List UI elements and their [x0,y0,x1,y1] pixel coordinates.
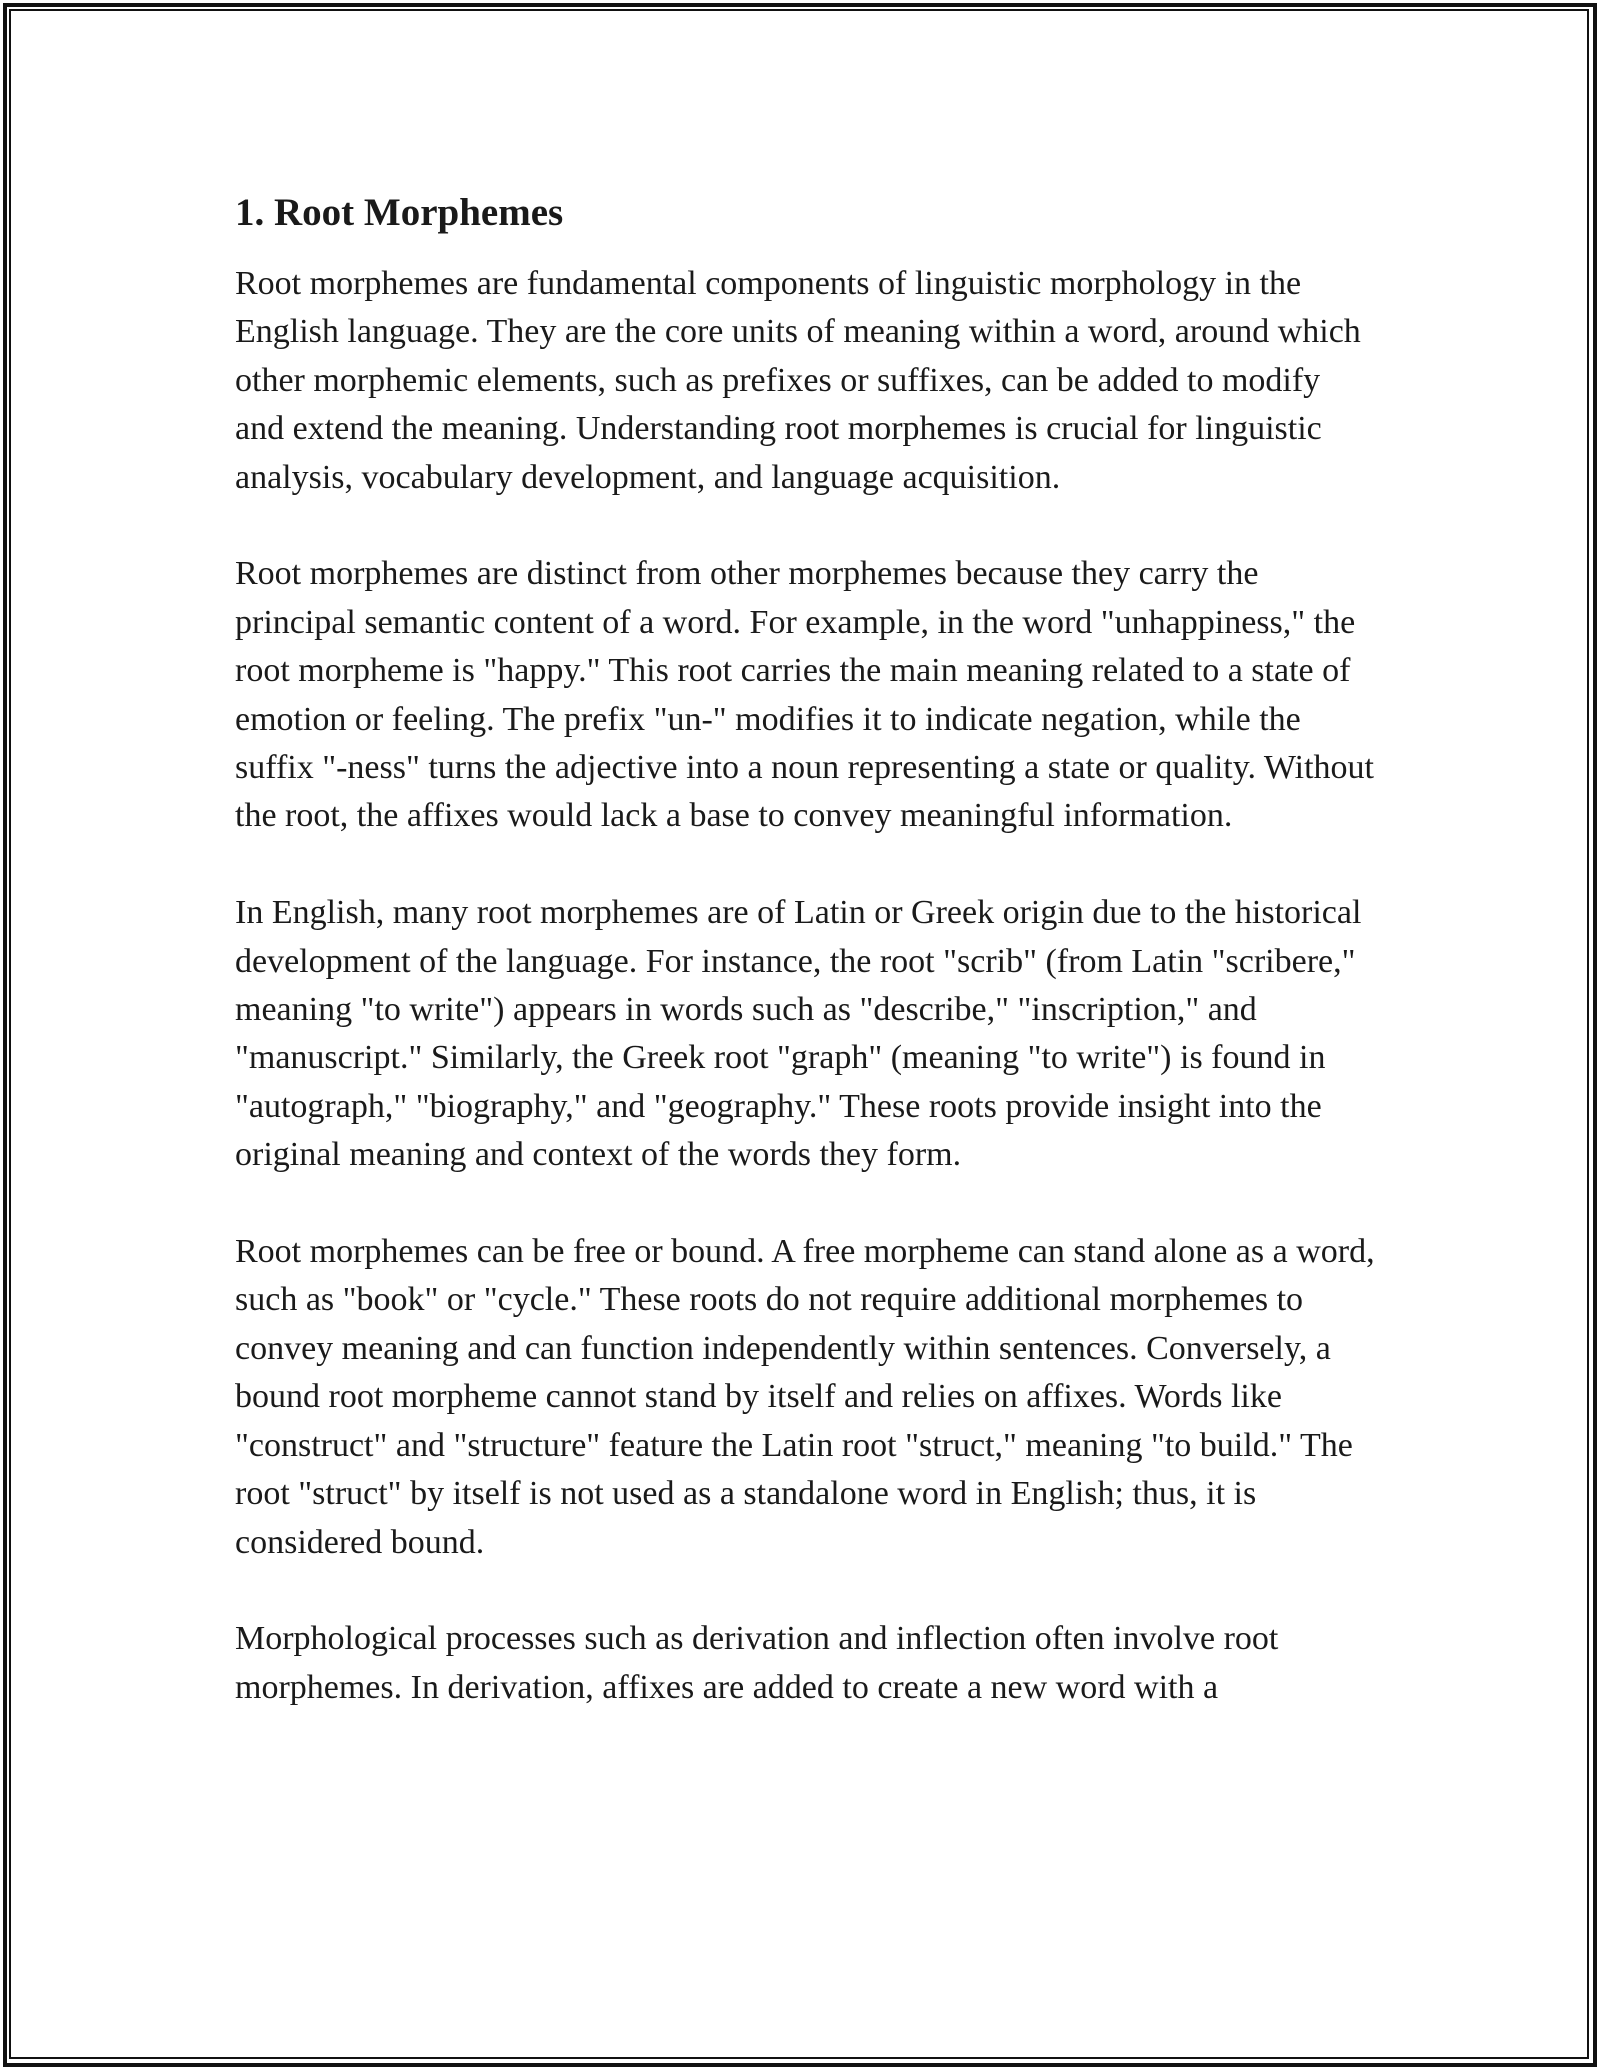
paragraph-1: Root morphemes are fundamental components of linguistic morphology in the English language. They are the core units of meaning within a word, around which other morphemic elements, such as prefixes or suffixes, can be added to modify and extend the meaning. Understanding root morphemes is crucial for linguistic analysis, vocabulary development, and language acquisition. [235,265,1361,496]
paragraph-3: In English, many root morphemes are of Latin or Greek origin due to the historical development of the language. For instance, the root "scrib" (from Latin "scribere," meaning "to write") appears in words such as "describe," "inscription," and "manuscript." Similarly, the Greek root "graph" (meaning "to write") is found in "autograph," "biography," and "geography." These roots provide insight into the original meaning and context of the words they form. [235,894,1362,1174]
paragraph-5: Morphological processes such as derivation and inflection often involve root morphemes. In derivation, affixes are added to create a new word with a [235,1620,1279,1706]
paragraph-2: Root morphemes are distinct from other morphemes because they carry the principal semantic content of a word. For example, in the word "unhappiness," the root morpheme is "happy." This root carries the main meaning related to a state of emotion or feeling. The prefix "un-" modifies it to indicate negation, while the suffix "-ness" turns the adjective into a noun representing a state or quality. Without the root, the affixes would lack a base to convey meaningful information. [235,555,1374,835]
section-heading: 1. Root Morphemes [235,191,564,234]
document-body [235,186,1375,1761]
paragraph-4: Root morphemes can be free or bound. A free morpheme can stand alone as a word, such as "book" or "cycle." These roots do not require additional morphemes to convey meaning and can function independently within sentences. Conversely, a bound root morpheme cannot stand by itself and relies on affixes. Words like "construct" and "structure" feature the Latin root "struct," meaning "to build." The root "struct" by itself is not used as a standalone word in English; thus, it is considered bound. [235,1233,1375,1561]
